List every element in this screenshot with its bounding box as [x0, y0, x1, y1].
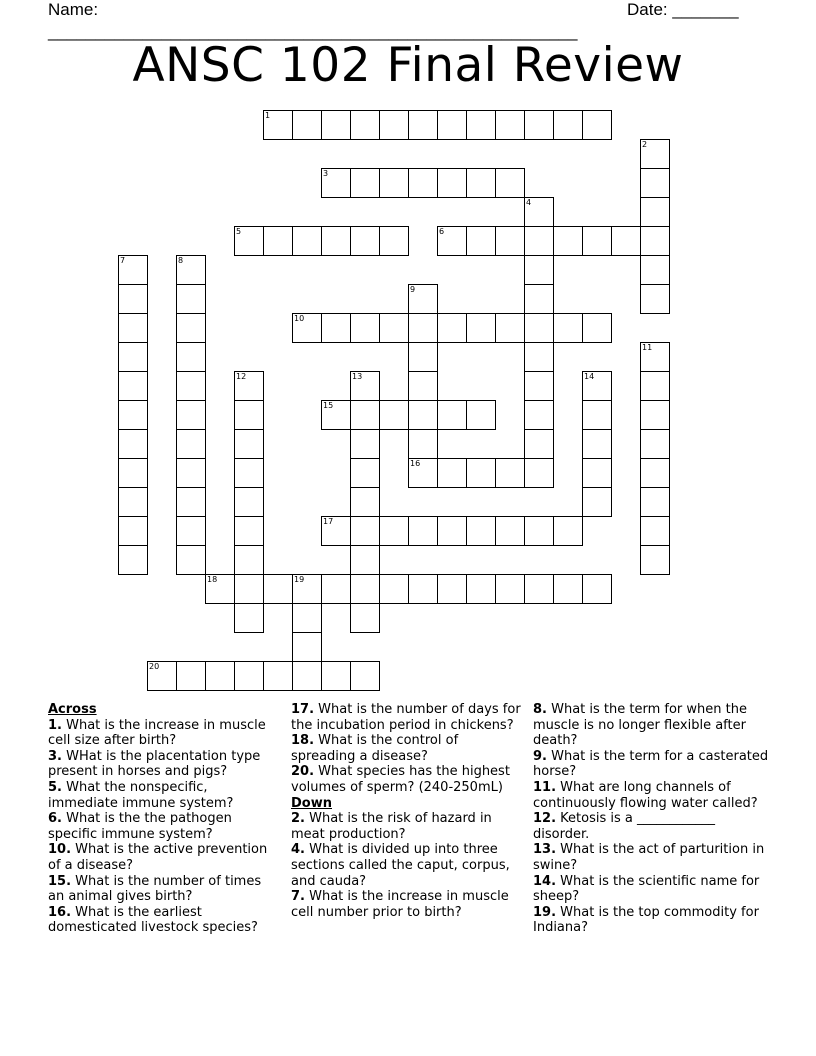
clue: [291, 811, 526, 842]
grid-cell[interactable]: [466, 400, 496, 430]
grid-cell[interactable]: [495, 226, 525, 256]
grid-cell[interactable]: [553, 574, 583, 604]
grid-cell[interactable]: [582, 226, 612, 256]
grid-cell[interactable]: [350, 110, 380, 140]
clue-number-label: 6.: [48, 811, 62, 827]
grid-cell[interactable]: [640, 342, 670, 372]
grid-cell[interactable]: [321, 226, 351, 256]
clue-number: 6: [439, 227, 445, 236]
page-title: ANSC 102 Final Review: [132, 38, 684, 93]
grid-cell[interactable]: [582, 371, 612, 401]
clue-number: 10: [294, 314, 305, 323]
clue-number-label: 18.: [291, 733, 315, 749]
down-heading: Down: [291, 795, 332, 811]
grid-cell[interactable]: [582, 400, 612, 430]
grid-cell[interactable]: [292, 226, 322, 256]
clue-text: What is the active prevention of a disease?: [48, 842, 268, 873]
clue-text: What is the the pathogen specific immune system?: [48, 811, 232, 842]
clue-number: 16: [410, 459, 421, 468]
clue-number: 13: [352, 372, 363, 381]
grid-cell[interactable]: [408, 284, 438, 314]
clue: [48, 718, 278, 749]
clue-number: 11: [642, 343, 653, 352]
clue-number: 18: [207, 575, 218, 584]
grid-cell[interactable]: [118, 371, 148, 401]
grid-cell[interactable]: [524, 400, 554, 430]
grid-cell[interactable]: [118, 284, 148, 314]
clue-text: What is divided up into three sections called the caput, corpus, and cauda?: [291, 842, 510, 889]
down-clue-list-continued: [533, 702, 773, 936]
grid-cell[interactable]: [466, 516, 496, 546]
clue-text: What species has the highest volumes of sperm? (240-250mL): [291, 764, 510, 795]
grid-cell[interactable]: [176, 661, 206, 691]
grid-cell[interactable]: [292, 661, 322, 691]
clue-number-label: 13.: [533, 842, 557, 858]
grid-cell[interactable]: [524, 284, 554, 314]
grid-cell[interactable]: [495, 168, 525, 198]
grid-cell[interactable]: [553, 516, 583, 546]
clue-number: 2: [642, 140, 648, 149]
clue-number-label: 1.: [48, 717, 62, 733]
grid-cell[interactable]: [640, 139, 670, 169]
grid-cell[interactable]: [350, 313, 380, 343]
grid-cell[interactable]: [176, 371, 206, 401]
name-field[interactable]: Name: ________________________________________________________: [48, 0, 578, 41]
grid-cell[interactable]: [379, 400, 409, 430]
grid-cell[interactable]: [350, 516, 380, 546]
grid-cell[interactable]: [350, 371, 380, 401]
clue-number-label: 3.: [48, 748, 62, 764]
grid-cell[interactable]: [524, 313, 554, 343]
clue-text: What is the term for when the muscle is no longer flexible after death?: [533, 702, 747, 749]
across-clue-list-continued: [291, 702, 526, 796]
grid-cell[interactable]: [176, 313, 206, 343]
grid-cell[interactable]: [176, 429, 206, 459]
grid-cell[interactable]: [640, 255, 670, 285]
grid-cell[interactable]: [263, 226, 293, 256]
grid-cell[interactable]: [524, 574, 554, 604]
grid-cell[interactable]: [408, 458, 438, 488]
grid-cell[interactable]: [176, 284, 206, 314]
grid-cell[interactable]: [524, 371, 554, 401]
clue-text: What is the number of times an animal gives birth?: [48, 873, 262, 905]
grid-cell[interactable]: [524, 458, 554, 488]
grid-cell[interactable]: [640, 429, 670, 459]
clue-text: What are long channels of continuously flowing water called?: [533, 779, 758, 811]
grid-cell[interactable]: [524, 516, 554, 546]
grid-cell[interactable]: [118, 487, 148, 517]
clues-column-1: [48, 702, 278, 936]
clue-number: 1: [265, 111, 271, 120]
grid-cell[interactable]: [640, 284, 670, 314]
grid-cell[interactable]: [437, 168, 467, 198]
grid-cell[interactable]: [350, 458, 380, 488]
grid-cell[interactable]: [379, 574, 409, 604]
grid-cell[interactable]: [408, 429, 438, 459]
clue-text: WHat is the placentation type present in horses and pigs?: [48, 748, 261, 780]
grid-cell[interactable]: [205, 574, 235, 604]
grid-cell[interactable]: [524, 429, 554, 459]
grid-cell[interactable]: [350, 168, 380, 198]
clue-number: 19: [294, 575, 305, 584]
grid-cell[interactable]: [437, 110, 467, 140]
grid-cell[interactable]: [321, 168, 351, 198]
grid-cell[interactable]: [176, 400, 206, 430]
clue-text: What is the top commodity for Indiana?: [533, 904, 759, 936]
clue: [533, 874, 773, 905]
grid-cell[interactable]: [350, 226, 380, 256]
grid-cell[interactable]: [437, 226, 467, 256]
clues-column-3: [533, 702, 773, 936]
grid-cell[interactable]: [263, 110, 293, 140]
clue-number: 20: [149, 662, 160, 671]
grid-cell[interactable]: [292, 313, 322, 343]
clue-number-label: 16.: [48, 904, 72, 920]
grid-cell[interactable]: [408, 400, 438, 430]
clue-text: What is the number of days for the incubation period in chickens?: [291, 702, 521, 733]
clue: [48, 874, 278, 905]
clue: [291, 889, 526, 920]
grid-cell[interactable]: [234, 458, 264, 488]
grid-cell[interactable]: [408, 110, 438, 140]
grid-cell[interactable]: [234, 226, 264, 256]
grid-cell[interactable]: [582, 574, 612, 604]
grid-cell[interactable]: [292, 110, 322, 140]
clue-number-label: 2.: [291, 811, 305, 827]
clue-text: What is the increase in muscle cell size after birth?: [48, 717, 266, 749]
grid-cell[interactable]: [553, 110, 583, 140]
clues-column-2: [291, 702, 526, 920]
grid-cell[interactable]: [118, 255, 148, 285]
grid-cell[interactable]: [437, 458, 467, 488]
grid-cell[interactable]: [379, 226, 409, 256]
grid-cell[interactable]: [379, 110, 409, 140]
clue-number-label: 14.: [533, 873, 557, 889]
grid-cell[interactable]: [640, 487, 670, 517]
grid-cell[interactable]: [234, 574, 264, 604]
grid-cell[interactable]: [321, 574, 351, 604]
clue-number: 9: [410, 285, 416, 294]
across-clue-list: [48, 718, 278, 936]
grid-cell[interactable]: [495, 110, 525, 140]
clue-text: What the nonspecific, immediate immune system?: [48, 779, 234, 811]
grid-cell[interactable]: [234, 429, 264, 459]
date-field[interactable]: Date: _______: [627, 0, 739, 19]
grid-cell[interactable]: [582, 487, 612, 517]
clue-number: 17: [323, 517, 334, 526]
clue-number: 8: [178, 256, 184, 265]
clue-number: 5: [236, 227, 242, 236]
clue-number-label: 8.: [533, 702, 547, 717]
grid-cell[interactable]: [176, 545, 206, 575]
grid-cell[interactable]: [466, 110, 496, 140]
grid-cell[interactable]: [118, 342, 148, 372]
grid-cell[interactable]: [118, 516, 148, 546]
grid-cell[interactable]: [408, 574, 438, 604]
grid-cell[interactable]: [582, 313, 612, 343]
grid-cell[interactable]: [321, 400, 351, 430]
clue: [291, 702, 526, 733]
grid-cell[interactable]: [379, 516, 409, 546]
clue-text: Ketosis is a ____________ disorder.: [533, 811, 715, 842]
grid-cell[interactable]: [524, 110, 554, 140]
grid-cell[interactable]: [234, 400, 264, 430]
grid-cell[interactable]: [408, 313, 438, 343]
clue-number-label: 15.: [48, 873, 72, 889]
grid-cell[interactable]: [321, 661, 351, 691]
grid-cell[interactable]: [582, 110, 612, 140]
grid-cell[interactable]: [640, 458, 670, 488]
clue-text: What is the increase in muscle cell number prior to birth?: [291, 889, 509, 920]
grid-cell[interactable]: [292, 603, 322, 633]
grid-cell[interactable]: [234, 371, 264, 401]
clue-number-label: 5.: [48, 779, 62, 795]
grid-cell[interactable]: [640, 168, 670, 198]
clue-number: 4: [526, 198, 532, 207]
clue-number-label: 10.: [48, 842, 72, 858]
grid-cell[interactable]: [640, 197, 670, 227]
grid-cell[interactable]: [350, 574, 380, 604]
clue: [291, 764, 526, 795]
grid-cell[interactable]: [292, 632, 322, 662]
grid-cell[interactable]: [234, 516, 264, 546]
grid-cell[interactable]: [176, 516, 206, 546]
grid-cell[interactable]: [118, 429, 148, 459]
clue: [48, 811, 278, 842]
clue: [48, 842, 278, 873]
clue: [533, 702, 773, 749]
grid-cell[interactable]: [553, 226, 583, 256]
grid-cell[interactable]: [350, 429, 380, 459]
clue: [533, 811, 773, 842]
grid-cell[interactable]: [350, 487, 380, 517]
clue: [533, 749, 773, 780]
grid-cell[interactable]: [466, 313, 496, 343]
grid-cell[interactable]: [466, 226, 496, 256]
clue-number: 12: [236, 372, 247, 381]
grid-cell[interactable]: [176, 342, 206, 372]
clue: [533, 780, 773, 811]
grid-cell[interactable]: [495, 516, 525, 546]
clue: [48, 749, 278, 780]
grid-cell[interactable]: [466, 168, 496, 198]
clue-text: What is the term for a casterated horse?: [533, 748, 769, 780]
grid-cell[interactable]: [408, 342, 438, 372]
grid-cell[interactable]: [234, 545, 264, 575]
grid-cell[interactable]: [176, 255, 206, 285]
grid-cell[interactable]: [176, 487, 206, 517]
grid-cell[interactable]: [379, 168, 409, 198]
grid-cell[interactable]: [437, 574, 467, 604]
clue: [291, 733, 526, 764]
grid-cell[interactable]: [640, 226, 670, 256]
clue: [291, 842, 526, 889]
grid-cell[interactable]: [495, 458, 525, 488]
grid-cell[interactable]: [524, 226, 554, 256]
clue-number-label: 12.: [533, 811, 557, 827]
grid-cell[interactable]: [263, 574, 293, 604]
clue-number: 7: [120, 256, 126, 265]
grid-cell[interactable]: [118, 313, 148, 343]
grid-cell[interactable]: [234, 487, 264, 517]
grid-cell[interactable]: [524, 342, 554, 372]
clue-number-label: 11.: [533, 779, 557, 795]
clue-text: What is the control of spreading a disease?: [291, 733, 459, 764]
clue: [48, 780, 278, 811]
grid-cell[interactable]: [118, 400, 148, 430]
clue-number: 15: [323, 401, 334, 410]
grid-cell[interactable]: [408, 168, 438, 198]
clue-text: What is the earliest domesticated livestock species?: [48, 904, 258, 936]
grid-cell[interactable]: [350, 400, 380, 430]
grid-cell[interactable]: [350, 603, 380, 633]
grid-cell[interactable]: [553, 313, 583, 343]
clue-text: What is the scientific name for sheep?: [533, 873, 760, 905]
grid-cell[interactable]: [147, 661, 177, 691]
grid-cell[interactable]: [640, 545, 670, 575]
grid-cell[interactable]: [234, 603, 264, 633]
grid-cell[interactable]: [408, 371, 438, 401]
grid-cell[interactable]: [524, 255, 554, 285]
grid-cell[interactable]: [582, 429, 612, 459]
grid-cell[interactable]: [292, 574, 322, 604]
grid-cell[interactable]: [263, 661, 293, 691]
grid-cell[interactable]: [466, 458, 496, 488]
grid-cell[interactable]: [205, 661, 235, 691]
grid-cell[interactable]: [176, 458, 206, 488]
grid-cell[interactable]: [437, 313, 467, 343]
grid-cell[interactable]: [582, 458, 612, 488]
grid-cell[interactable]: [408, 516, 438, 546]
grid-cell[interactable]: [321, 516, 351, 546]
clue-number: 3: [323, 169, 329, 178]
grid-cell[interactable]: [437, 516, 467, 546]
grid-cell[interactable]: [350, 661, 380, 691]
grid-cell[interactable]: [234, 661, 264, 691]
grid-cell[interactable]: [611, 226, 641, 256]
grid-cell[interactable]: [466, 574, 496, 604]
clue-number-label: 17.: [291, 702, 315, 717]
grid-cell[interactable]: [640, 516, 670, 546]
clue-number-label: 20.: [291, 764, 315, 780]
clue: [533, 905, 773, 936]
clue: [48, 905, 278, 936]
grid-cell[interactable]: [437, 400, 467, 430]
clue-number-label: 19.: [533, 904, 557, 920]
grid-cell[interactable]: [495, 574, 525, 604]
clue-number-label: 7.: [291, 889, 305, 905]
grid-cell[interactable]: [640, 400, 670, 430]
grid-cell[interactable]: [524, 197, 554, 227]
grid-cell[interactable]: [321, 313, 351, 343]
clue-number-label: 9.: [533, 748, 547, 764]
clue-text: What is the act of parturition in swine?: [533, 842, 765, 873]
grid-cell[interactable]: [495, 313, 525, 343]
grid-cell[interactable]: [321, 110, 351, 140]
grid-cell[interactable]: [118, 458, 148, 488]
grid-cell[interactable]: [379, 313, 409, 343]
clue-text: What is the risk of hazard in meat production?: [291, 811, 492, 842]
clue: [533, 842, 773, 873]
across-heading: Across: [48, 702, 97, 717]
clue-number-label: 4.: [291, 842, 305, 858]
grid-cell[interactable]: [350, 545, 380, 575]
grid-cell[interactable]: [640, 371, 670, 401]
grid-cell[interactable]: [118, 545, 148, 575]
down-clue-list: [291, 811, 526, 920]
clue-number: 14: [584, 372, 595, 381]
